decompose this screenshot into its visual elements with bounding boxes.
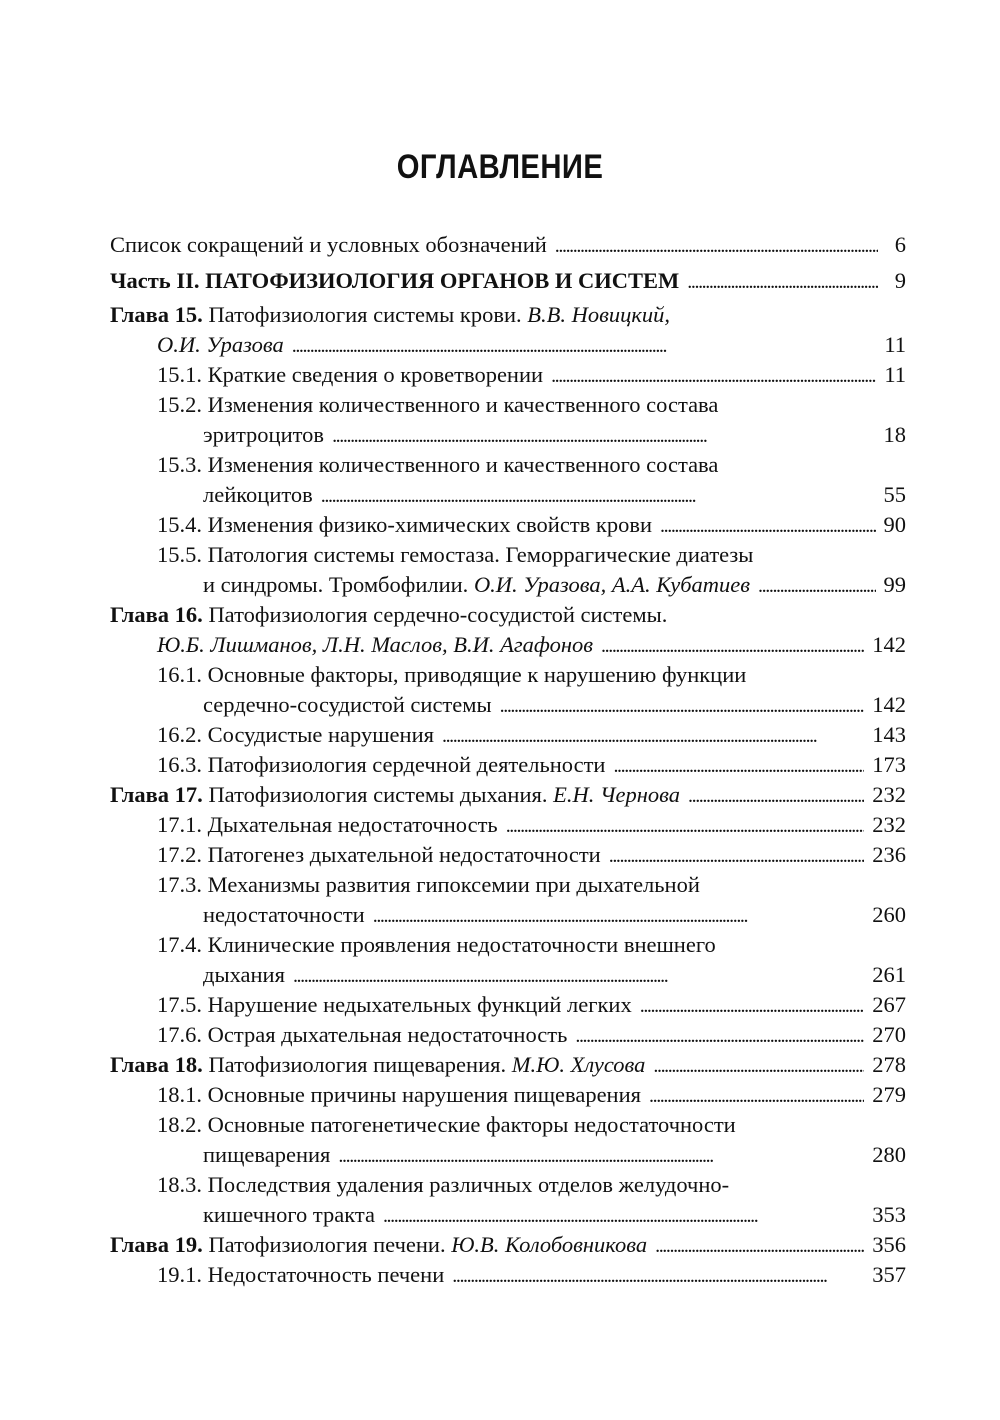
toc-entry-continuation[interactable] (110, 960, 906, 990)
toc-page-number: 9 (894, 268, 906, 293)
toc-page-number: 173 (872, 752, 906, 777)
leader-dots (293, 960, 864, 991)
toc-entry[interactable] (110, 1260, 906, 1290)
toc-entry-continuation[interactable] (110, 900, 906, 930)
leader-dots (500, 690, 865, 721)
toc-entry[interactable] (110, 990, 906, 1020)
toc-entry[interactable] (110, 930, 906, 960)
toc-entry-title: 15.1. Краткие сведения о кроветворении (157, 362, 544, 387)
leader-dots (758, 570, 875, 601)
toc-chapter-title: Патофизиология системы дыхания. (208, 782, 548, 807)
toc-entry-title: Список сокращений и условных обозначений (110, 232, 547, 257)
toc-entry-title: 16.1. Основные факторы, приводящие к нарушению функции (157, 662, 747, 687)
toc-entry[interactable] (110, 450, 906, 480)
toc-entry-title: 18.1. Основные причины нарушения пищеварения (157, 1082, 641, 1107)
toc-page-number: 232 (872, 812, 906, 837)
toc-chapter-title: Патофизиология сердечно-сосудистой системы. (208, 602, 668, 627)
leader-dots (575, 1020, 864, 1051)
toc-entry-continuation[interactable] (110, 690, 906, 720)
toc-entry-title: и синдромы. Тромбофилии. (203, 572, 469, 597)
toc-entry-continuation[interactable] (110, 480, 906, 510)
toc-chapter-number: Глава 19. (110, 1232, 203, 1257)
toc-entry[interactable] (110, 750, 906, 780)
toc-authors: М.Ю. Хлусова (511, 1052, 646, 1077)
toc-entry[interactable] (110, 720, 906, 750)
leader-dots (452, 1260, 864, 1291)
toc-page-number: 270 (872, 1022, 906, 1047)
toc-page-number: 267 (872, 992, 906, 1017)
toc-part-entry[interactable] (110, 266, 906, 296)
toc-chapter-number: Глава 18. (110, 1052, 203, 1077)
toc-part-title: Часть II. ПАТОФИЗИОЛОГИЯ ОРГАНОВ И СИСТЕМ (110, 268, 680, 293)
toc-entry-title: недостаточности (203, 902, 365, 927)
toc-chapter-entry[interactable] (110, 780, 906, 810)
toc-chapter-entry[interactable] (110, 1050, 906, 1080)
leader-dots (660, 510, 875, 541)
toc-authors: В.В. Новицкий, (527, 302, 671, 327)
toc-chapter-number: Глава 15. (110, 302, 203, 327)
toc-page-number: 236 (872, 842, 906, 867)
toc-page-number: 232 (872, 782, 906, 807)
toc-page-number: 11 (884, 362, 906, 387)
toc-entry[interactable] (110, 1170, 906, 1200)
toc-entry[interactable] (110, 840, 906, 870)
toc-entry-title: пищеварения (203, 1142, 331, 1167)
toc-page-number: 280 (872, 1142, 906, 1167)
toc-page-number: 90 (883, 512, 906, 537)
toc-entry-title: 19.1. Недостаточность печени (157, 1262, 445, 1287)
toc-entry[interactable] (110, 510, 906, 540)
toc-page-number: 143 (872, 722, 906, 747)
toc-page-number: 142 (872, 632, 906, 657)
page-title: ОГЛАВЛЕНИЕ (396, 148, 604, 186)
leader-dots (653, 1050, 864, 1081)
toc-entry[interactable] (110, 540, 906, 570)
toc-entry-continuation[interactable] (110, 630, 906, 660)
toc-entry-continuation[interactable] (110, 330, 906, 360)
toc-entry-title: 16.2. Сосудистые нарушения (157, 722, 434, 747)
leader-dots (649, 1080, 864, 1111)
toc-page-number: 356 (872, 1232, 906, 1257)
toc-chapter-entry[interactable] (110, 600, 906, 630)
toc-entry[interactable] (110, 230, 906, 260)
toc-page-number: 260 (872, 902, 906, 927)
toc-authors: О.И. Уразова (157, 332, 284, 357)
toc-page-number: 279 (872, 1082, 906, 1107)
toc-chapter-title: Патофизиология печени. (208, 1232, 446, 1257)
toc-entry-title: 15.3. Изменения количественного и качественного состава (157, 452, 719, 477)
toc-entry-title: кишечного тракта (203, 1202, 375, 1227)
toc-entry-title: 15.2. Изменения количественного и качественного состава (157, 392, 719, 417)
toc-entry-title: 18.2. Основные патогенетические факторы недостаточности (157, 1112, 736, 1137)
toc-entry-continuation[interactable] (110, 1200, 906, 1230)
toc-entry-title: 17.6. Острая дыхательная недостаточность (157, 1022, 568, 1047)
toc-entry-title: 17.3. Механизмы развития гипоксемии при дыхательной (157, 872, 700, 897)
toc-entry-title: 15.4. Изменения физико-химических свойств крови (157, 512, 653, 537)
toc-authors: Ю.Б. Лишманов, Л.Н. Маслов, В.И. Агафонов (157, 632, 594, 657)
toc-chapter-number: Глава 16. (110, 602, 203, 627)
leader-dots (332, 420, 875, 451)
toc-entry-title: лейкоцитов (203, 482, 313, 507)
toc-page-number: 6 (894, 232, 906, 257)
toc-page-number: 278 (872, 1052, 906, 1077)
toc-entry[interactable] (110, 360, 906, 390)
toc-page-number: 357 (872, 1262, 906, 1287)
table-of-contents (110, 230, 906, 1290)
toc-chapter-entry[interactable] (110, 300, 906, 330)
leader-dots (506, 810, 865, 841)
leader-dots (601, 630, 864, 661)
toc-authors: О.И. Уразова, А.А. Кубатиев (473, 572, 751, 597)
toc-entry[interactable] (110, 1080, 906, 1110)
leader-dots (688, 780, 864, 811)
toc-entry-title: 18.3. Последствия удаления различных отделов желудочно- (157, 1172, 730, 1197)
toc-chapter-title: Патофизиология пищеварения. (208, 1052, 507, 1077)
toc-entry-title: 16.3. Патофизиология сердечной деятельности (157, 752, 606, 777)
leader-dots (687, 266, 878, 297)
leader-dots (292, 330, 877, 361)
toc-entry-title: сердечно-сосудистой системы (203, 692, 492, 717)
toc-entry[interactable] (110, 1110, 906, 1140)
toc-entry[interactable] (110, 1020, 906, 1050)
leader-dots (551, 360, 876, 391)
leader-dots (321, 480, 876, 511)
leader-dots (555, 230, 878, 261)
toc-entry[interactable] (110, 660, 906, 690)
leader-dots (373, 900, 865, 931)
toc-authors: Е.Н. Чернова (553, 782, 680, 807)
toc-entry-title: 17.4. Клинические проявления недостаточности внешнего (157, 932, 716, 957)
toc-chapter-entry[interactable] (110, 1230, 906, 1260)
toc-page-number: 142 (872, 692, 906, 717)
toc-page-number: 353 (872, 1202, 906, 1227)
leader-dots (640, 990, 865, 1021)
toc-entry[interactable] (110, 390, 906, 420)
toc-chapter-title: Патофизиология системы крови. (208, 302, 522, 327)
toc-page-number: 55 (883, 482, 906, 507)
toc-page-number: 99 (883, 572, 906, 597)
toc-chapter-number: Глава 17. (110, 782, 203, 807)
leader-dots (338, 1140, 864, 1171)
toc-entry-title: эритроцитов (203, 422, 325, 447)
toc-entry-title: дыхания (203, 962, 285, 987)
toc-entry-continuation[interactable] (110, 420, 906, 450)
toc-page-number: 261 (872, 962, 906, 987)
toc-entry[interactable] (110, 870, 906, 900)
leader-dots (613, 750, 864, 781)
toc-page-number: 11 (884, 332, 906, 357)
leader-dots (442, 720, 864, 751)
toc-entry-title: 17.2. Патогенез дыхательной недостаточности (157, 842, 601, 867)
toc-page-number: 18 (883, 422, 906, 447)
toc-entry-continuation[interactable] (110, 570, 906, 600)
toc-entry-title: 17.1. Дыхательная недостаточность (157, 812, 498, 837)
leader-dots (655, 1230, 864, 1261)
toc-entry-title: 17.5. Нарушение недыхательных функций легких (157, 992, 632, 1017)
leader-dots (609, 840, 865, 871)
toc-entry[interactable] (110, 810, 906, 840)
leader-dots (383, 1200, 864, 1231)
toc-authors: Ю.В. Колобовникова (451, 1232, 648, 1257)
toc-entry-continuation[interactable] (110, 1140, 906, 1170)
toc-entry-title: 15.5. Патология системы гемостаза. Геморрагические диатезы (157, 542, 754, 567)
